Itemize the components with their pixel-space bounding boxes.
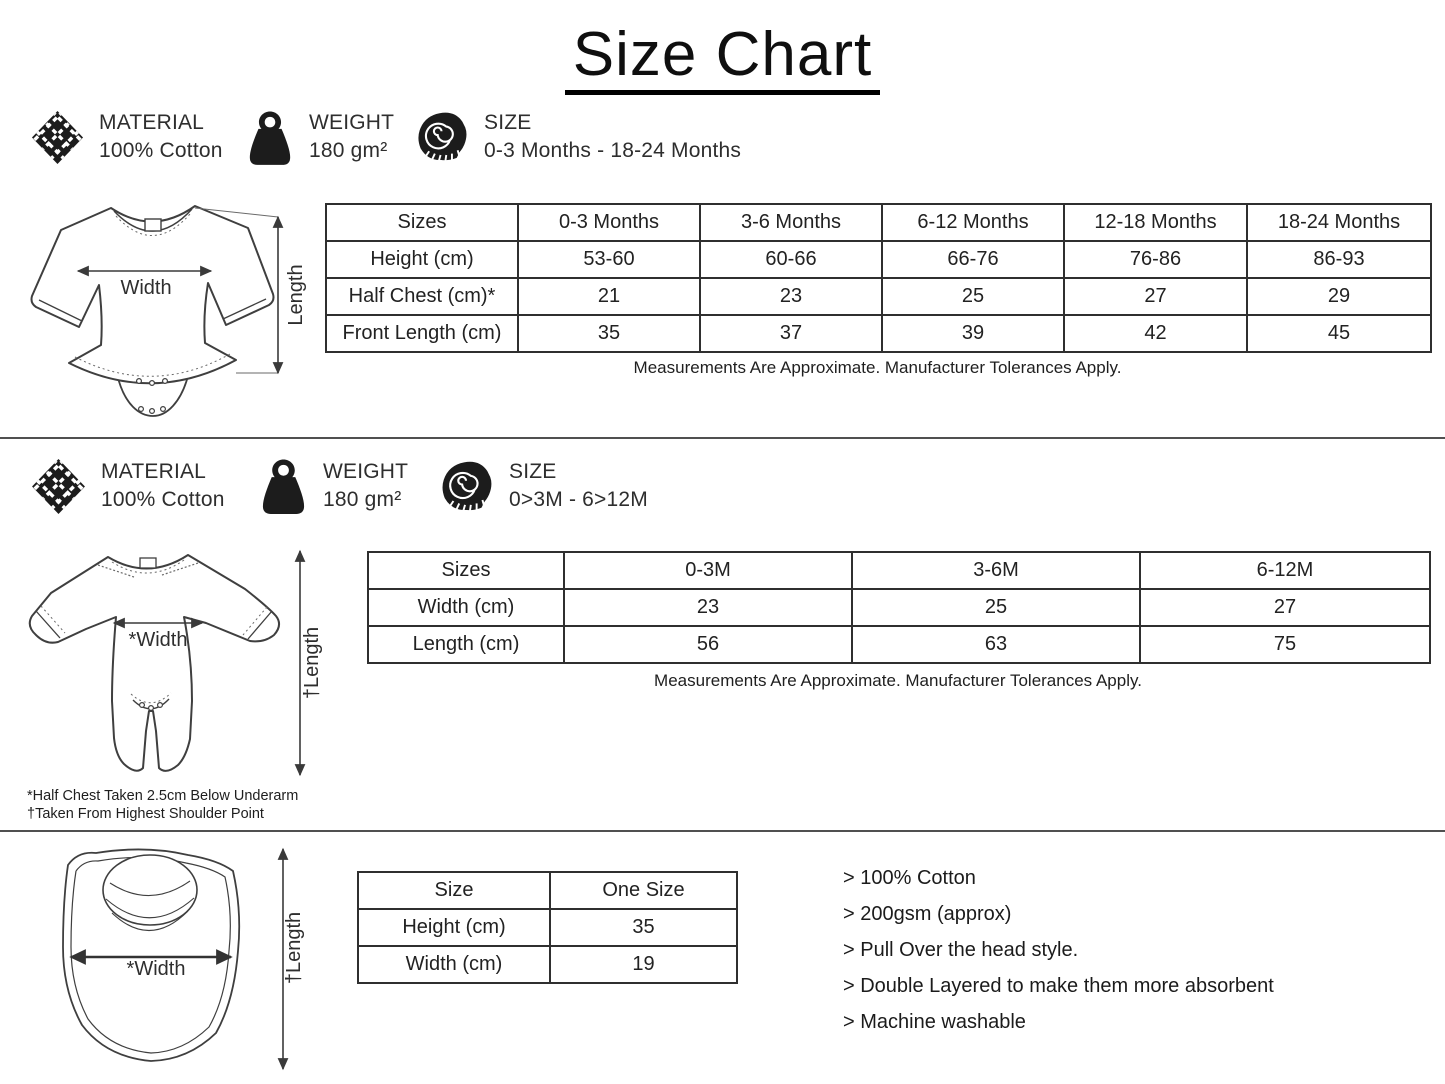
table-cell: 60-66 bbox=[700, 241, 882, 278]
column-header: 18-24 Months bbox=[1247, 204, 1431, 241]
sleepsuit-outline bbox=[30, 555, 279, 771]
table-row bbox=[326, 315, 1431, 352]
table-cell: Width (cm) bbox=[358, 946, 550, 983]
feature-item: > 200gsm (approx) bbox=[843, 903, 1012, 925]
table-cell: 39 bbox=[882, 315, 1064, 352]
sleepsuit-diagram bbox=[20, 543, 340, 788]
column-header: Size bbox=[358, 872, 550, 909]
table-cell: 23 bbox=[564, 589, 852, 626]
table-cell: Half Chest (cm)* bbox=[326, 278, 518, 315]
table-cell: 35 bbox=[518, 315, 700, 352]
table-cell: 45 bbox=[1247, 315, 1431, 352]
material-value: 100% Cotton bbox=[99, 139, 223, 162]
material-info-1 bbox=[30, 104, 223, 170]
size-label: SIZE bbox=[484, 111, 532, 134]
column-header: 3-6 Months bbox=[700, 204, 882, 241]
table-row bbox=[358, 909, 737, 946]
footnote: †Taken From Highest Shoulder Point bbox=[27, 805, 264, 822]
bib-diagram bbox=[40, 843, 310, 1078]
table-cell: 21 bbox=[518, 278, 700, 315]
size-table-bib bbox=[357, 871, 738, 984]
page-title: Size Chart bbox=[565, 22, 880, 95]
weight-info-1 bbox=[245, 104, 394, 170]
table-cell: 25 bbox=[852, 589, 1140, 626]
material-fabric-icon bbox=[30, 457, 87, 516]
table-cell: Height (cm) bbox=[358, 909, 550, 946]
footnotes bbox=[27, 788, 298, 823]
footnote: *Half Chest Taken 2.5cm Below Underarm bbox=[27, 788, 299, 804]
weight-value: 180 gm² bbox=[323, 488, 402, 511]
material-value: 100% Cotton bbox=[101, 488, 225, 511]
table-row bbox=[368, 626, 1430, 663]
table-cell: 86-93 bbox=[1247, 241, 1431, 278]
measurement-note-1: Measurements Are Approximate. Manufacturer Tolerances Apply. bbox=[633, 358, 1122, 377]
weight-info-2 bbox=[258, 453, 408, 519]
column-header: One Size bbox=[550, 872, 737, 909]
size-info-1 bbox=[413, 104, 741, 170]
width-label: *Width bbox=[128, 629, 188, 651]
bodysuit-diagram bbox=[15, 192, 315, 437]
size-table-bodysuit bbox=[325, 203, 1432, 353]
table-cell: Front Length (cm) bbox=[326, 315, 518, 352]
feature-item: > Double Layered to make them more absorbent bbox=[843, 975, 1274, 997]
material-label: MATERIAL bbox=[101, 460, 207, 483]
feature-item: > Machine washable bbox=[843, 1011, 1026, 1033]
length-label: †Length bbox=[301, 626, 323, 700]
table-cell: 37 bbox=[700, 315, 882, 352]
section-divider-1 bbox=[0, 437, 1445, 439]
weight-label: WEIGHT bbox=[323, 460, 409, 483]
table-cell: Width (cm) bbox=[368, 589, 564, 626]
weight-label: WEIGHT bbox=[309, 111, 395, 134]
table-cell: 66-76 bbox=[882, 241, 1064, 278]
header-row bbox=[358, 872, 737, 909]
table-row bbox=[368, 589, 1430, 626]
size-info-2 bbox=[437, 453, 648, 519]
size-label: SIZE bbox=[509, 460, 557, 483]
length-label: †Length bbox=[283, 911, 305, 985]
table-cell: 19 bbox=[550, 946, 737, 983]
material-fabric-icon bbox=[30, 109, 85, 166]
page-header bbox=[0, 22, 1445, 95]
table-cell: 35 bbox=[550, 909, 737, 946]
table-cell: 42 bbox=[1064, 315, 1247, 352]
table-cell: 53-60 bbox=[518, 241, 700, 278]
tape-measure-icon bbox=[413, 110, 470, 164]
section-divider-2 bbox=[0, 830, 1445, 832]
tape-measure-icon bbox=[437, 459, 495, 514]
column-header: Sizes bbox=[368, 552, 564, 589]
table-cell: 29 bbox=[1247, 278, 1431, 315]
size-table-sleepsuit bbox=[367, 551, 1431, 664]
weight-value: 180 gm² bbox=[309, 139, 388, 162]
header-row bbox=[326, 204, 1431, 241]
header-row bbox=[368, 552, 1430, 589]
table-row bbox=[358, 946, 737, 983]
table-cell: Height (cm) bbox=[326, 241, 518, 278]
material-label: MATERIAL bbox=[99, 111, 205, 134]
weight-kettlebell-icon bbox=[258, 457, 309, 515]
material-info-2 bbox=[30, 453, 225, 519]
feature-list bbox=[843, 866, 1274, 1046]
table-cell: 56 bbox=[564, 626, 852, 663]
table-cell: 76-86 bbox=[1064, 241, 1247, 278]
size-value: 0>3M - 6>12M bbox=[509, 488, 648, 511]
table-cell: 25 bbox=[882, 278, 1064, 315]
size-value: 0-3 Months - 18-24 Months bbox=[484, 139, 742, 162]
table-cell: 75 bbox=[1140, 626, 1430, 663]
feature-item: > 100% Cotton bbox=[843, 867, 976, 889]
feature-item: > Pull Over the head style. bbox=[843, 939, 1079, 961]
measurement-note-2: Measurements Are Approximate. Manufacturer Tolerances Apply. bbox=[654, 671, 1142, 690]
column-header: Sizes bbox=[326, 204, 518, 241]
table-cell: 27 bbox=[1140, 589, 1430, 626]
width-label: *Width bbox=[126, 958, 186, 980]
column-header: 3-6M bbox=[852, 552, 1140, 589]
width-label: Width bbox=[120, 277, 172, 299]
table-cell: Length (cm) bbox=[368, 626, 564, 663]
weight-kettlebell-icon bbox=[245, 109, 295, 166]
table-cell: 23 bbox=[700, 278, 882, 315]
column-header: 6-12 Months bbox=[882, 204, 1064, 241]
column-header: 6-12M bbox=[1140, 552, 1430, 589]
column-header: 12-18 Months bbox=[1064, 204, 1247, 241]
table-row bbox=[326, 278, 1431, 315]
column-header: 0-3M bbox=[564, 552, 852, 589]
column-header: 0-3 Months bbox=[518, 204, 700, 241]
table-row bbox=[326, 241, 1431, 278]
table-cell: 27 bbox=[1064, 278, 1247, 315]
table-cell: 63 bbox=[852, 626, 1140, 663]
length-label: Length bbox=[285, 264, 307, 326]
